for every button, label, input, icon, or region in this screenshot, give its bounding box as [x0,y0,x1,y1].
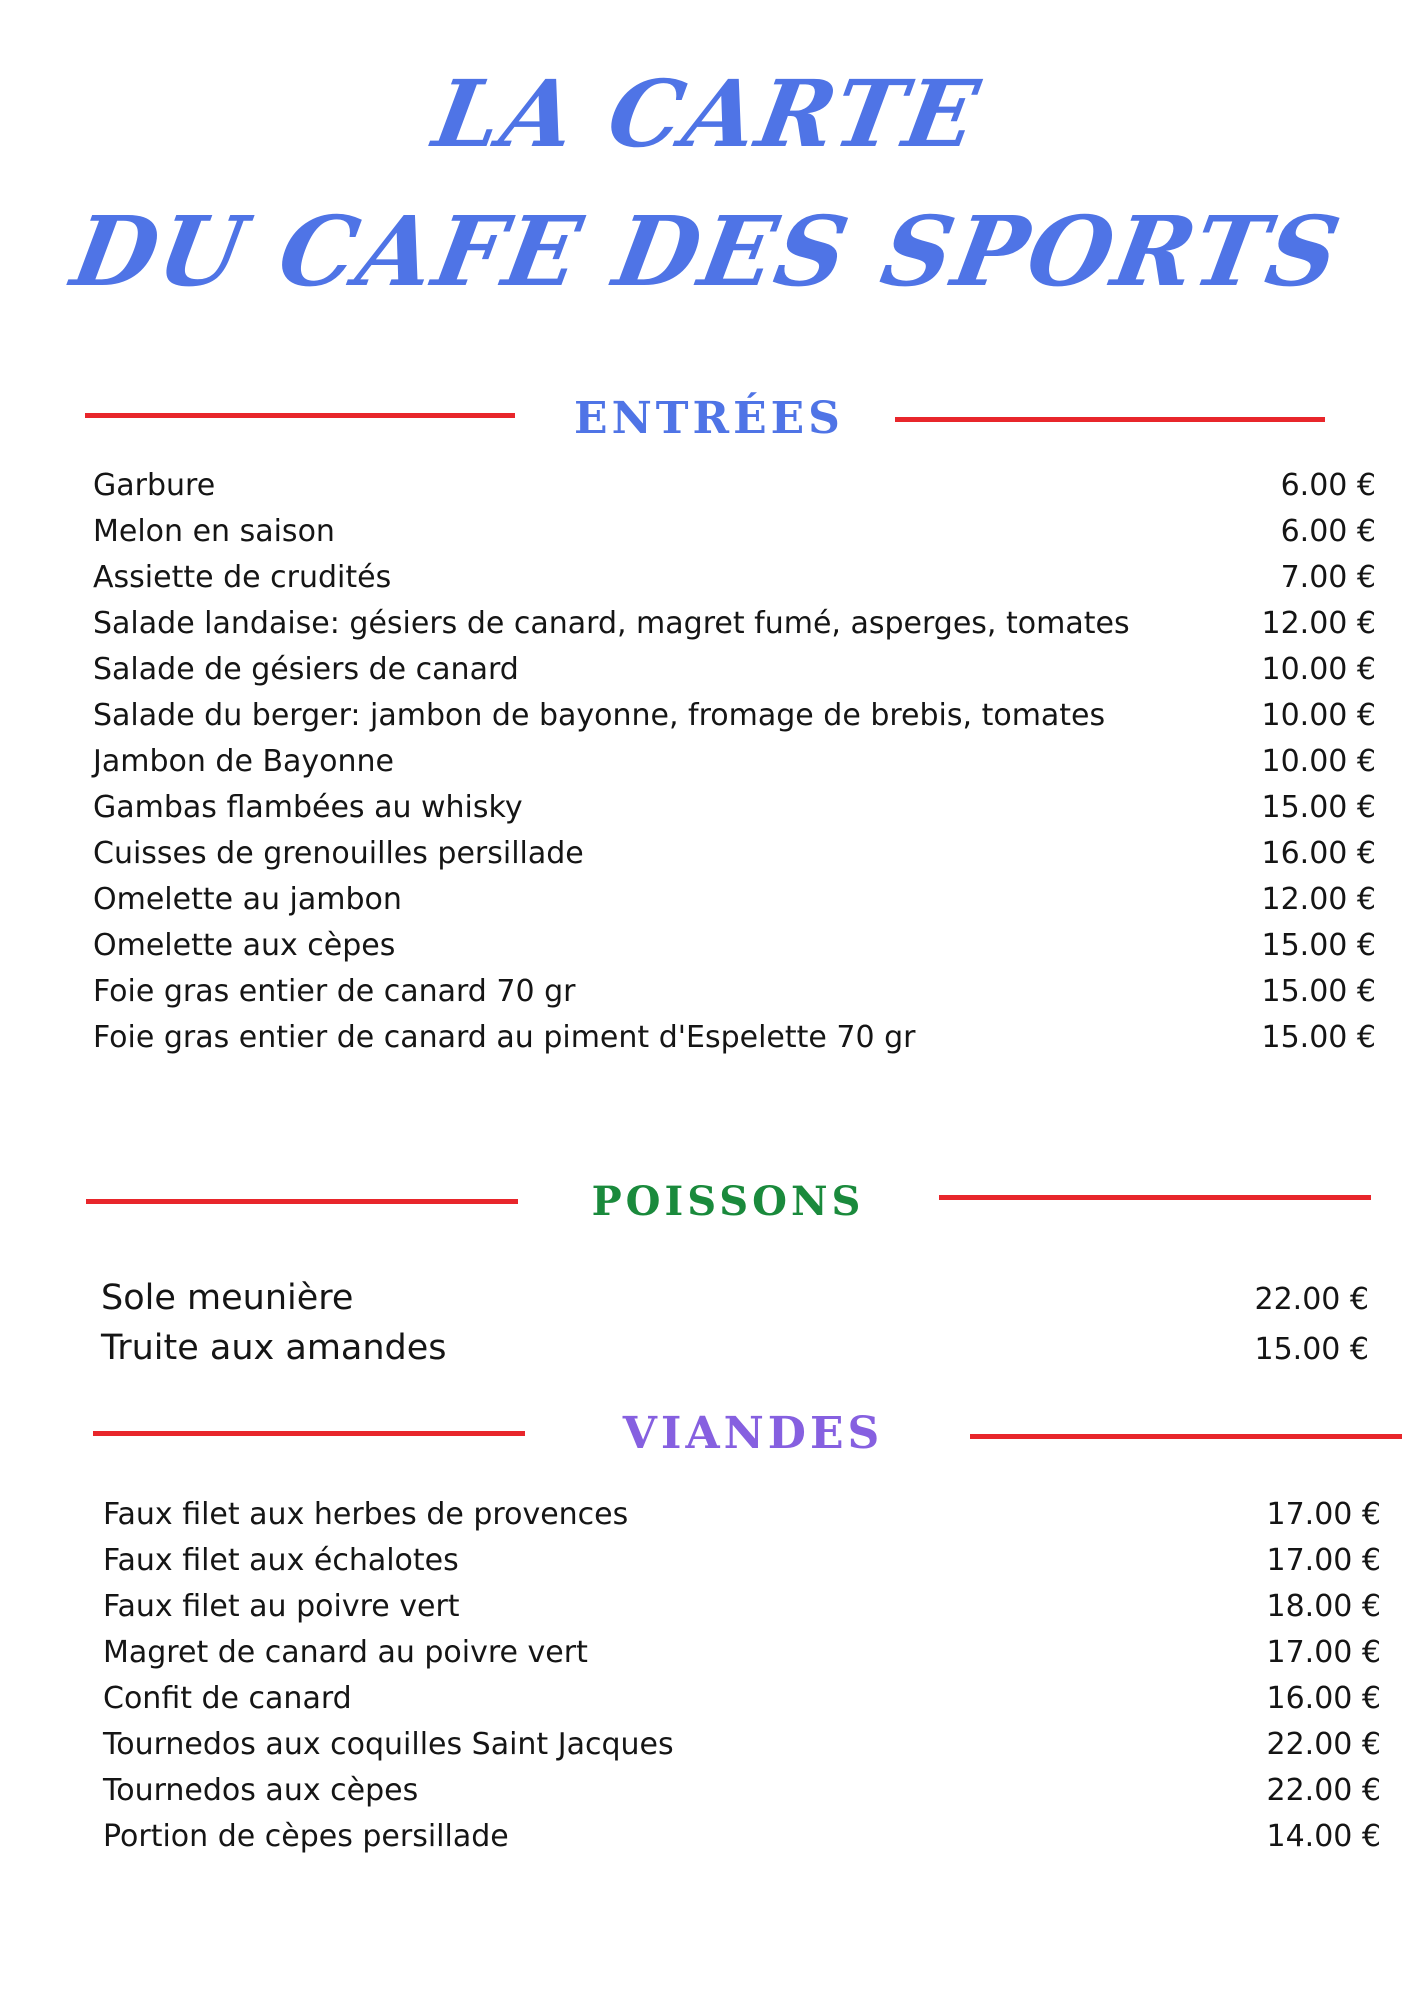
menu-item-price: 12.00 € [1261,882,1376,917]
menu-item-price: 15.00 € [1254,1332,1369,1367]
menu-item-price: 15.00 € [1261,928,1376,963]
menu-item-name: Tournedos aux cèpes [103,1773,419,1808]
menu-item [101,1273,1369,1323]
menu-item [93,693,1376,739]
menu-item-price: 12.00 € [1261,606,1376,641]
menu-item-name: Salade du berger: jambon de bayonne, fromage de brebis, tomates [93,698,1106,733]
section-heading-viandes: VIANDES [622,1408,884,1459]
menu-item [93,831,1376,877]
menu-item-price: 17.00 € [1266,1543,1381,1578]
menu-item [103,1492,1381,1538]
menu-item-price: 22.00 € [1266,1727,1381,1762]
menu-item-price: 6.00 € [1280,514,1376,549]
menu-item-name: Foie gras entier de canard 70 gr [93,974,576,1009]
entrees-list [93,463,1376,1061]
menu-item-price: 17.00 € [1266,1635,1381,1670]
viandes-list [103,1492,1381,1860]
menu-item-name: Cuisses de grenouilles persillade [93,836,584,871]
menu-item-price: 15.00 € [1261,790,1376,825]
menu-item-price: 10.00 € [1261,744,1376,779]
menu-item-name: Omelette aux cèpes [93,928,396,963]
menu-item-price: 14.00 € [1266,1819,1381,1854]
menu-item [103,1722,1381,1768]
menu-item-name: Garbure [93,468,216,503]
menu-item [93,555,1376,601]
menu-item-name: Melon en saison [93,514,335,549]
menu-item-name: Tournedos aux coquilles Saint Jacques [103,1727,674,1762]
poissons-list [101,1273,1369,1373]
menu-item [103,1768,1381,1814]
menu-item-price: 15.00 € [1261,974,1376,1009]
menu-item-name: Gambas flambées au whisky [93,790,523,825]
menu-item-price: 18.00 € [1266,1589,1381,1624]
menu-item [93,509,1376,555]
menu-item-price: 7.00 € [1280,560,1376,595]
menu-item-name: Faux filet au poivre vert [103,1589,460,1624]
section-heading-poissons: POISSONS [591,1178,865,1225]
section-divider-left [93,1431,525,1436]
menu-title-line-2: DU CAFE DES SPORTS [64,195,1350,308]
menu-item [101,1323,1369,1373]
menu-item-name: Sole meunière [101,1278,354,1318]
menu-item-name: Jambon de Bayonne [93,744,394,779]
menu-item-name: Faux filet aux herbes de provences [103,1497,629,1532]
section-divider-right [970,1434,1402,1439]
menu-item-price: 15.00 € [1261,1020,1376,1055]
menu-item-name: Foie gras entier de canard au piment d'Espelette 70 gr [93,1020,916,1055]
menu-item [93,1015,1376,1061]
menu-item-name: Omelette au jambon [93,882,402,917]
menu-item [93,923,1376,969]
menu-item-name: Salade de gésiers de canard [93,652,519,687]
menu-item-price: 16.00 € [1261,836,1376,871]
menu-item-price: 10.00 € [1261,698,1376,733]
menu-item-name: Magret de canard au poivre vert [103,1635,588,1670]
section-divider-left [86,1199,518,1204]
menu-item-price: 17.00 € [1266,1497,1381,1532]
menu-title-line-1: LA CARTE [426,60,988,168]
menu-item [103,1630,1381,1676]
menu-item-price: 22.00 € [1254,1282,1369,1317]
menu-item [93,877,1376,923]
menu-item-name: Assiette de crudités [93,560,392,595]
menu-item [93,601,1376,647]
menu-item [103,1584,1381,1630]
menu-item [93,647,1376,693]
menu-item [93,463,1376,509]
menu-item [103,1676,1381,1722]
menu-item-name: Faux filet aux échalotes [103,1543,459,1578]
menu-item-name: Salade landaise: gésiers de canard, magret fumé, asperges, tomates [93,606,1130,641]
menu-item-name: Truite aux amandes [101,1328,447,1368]
menu-item-price: 6.00 € [1280,468,1376,503]
section-heading-entrees: ENTRÉES [574,393,844,444]
menu-item-price: 22.00 € [1266,1773,1381,1808]
menu-item-price: 16.00 € [1266,1681,1381,1716]
menu-item-price: 10.00 € [1261,652,1376,687]
menu-item [93,785,1376,831]
menu-item-name: Confit de canard [103,1681,352,1716]
section-divider-right [939,1195,1371,1200]
menu-item-name: Portion de cèpes persillade [103,1819,509,1854]
section-divider-left [85,413,515,418]
menu-item [93,969,1376,1015]
menu-item [103,1538,1381,1584]
menu-item [103,1814,1381,1860]
section-divider-right [895,417,1325,422]
menu-item [93,739,1376,785]
